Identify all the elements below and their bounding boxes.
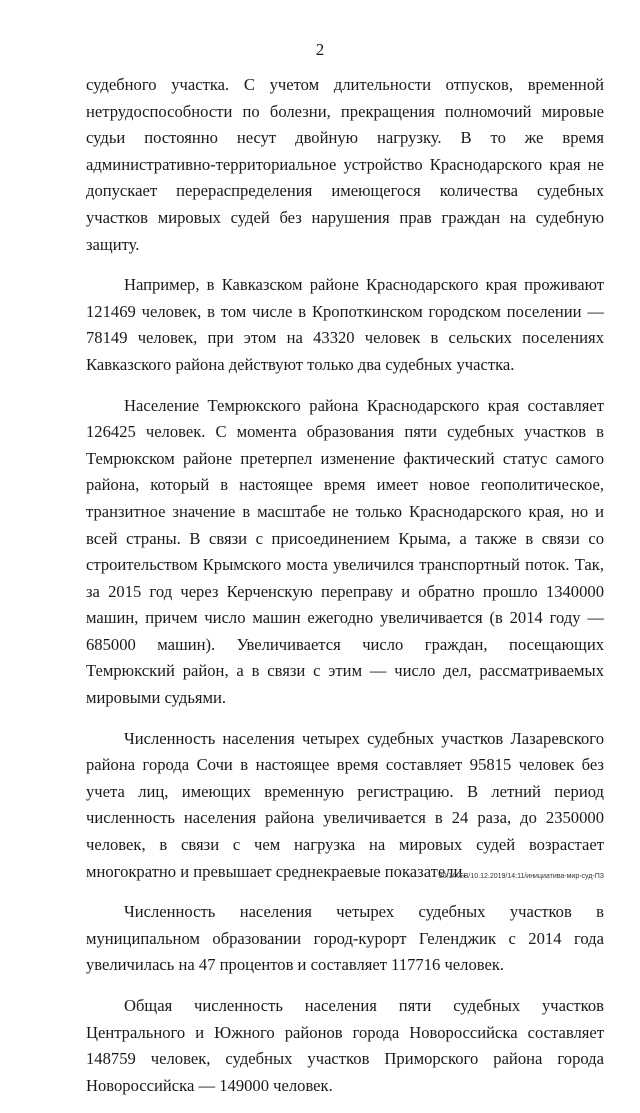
page-number: 2 [315,40,325,59]
paragraph-gelendzhik: Численность населения четырех судебных участков в муниципальном образовании город-курорт Геленджик с 2014 года увеличилась на 47 процентов и составляет 117716 человек. [86,902,604,975]
paragraph-continuation: судебного участка. С учетом длительности отпусков, временной нетрудоспособности по болезни, прекращения полномочий мировые судьи постоянно несут двойную нагрузку. В то же время административно-территориальное устройство Краснодарского края не допускает перераспределения имеющегося количества судебных участков мировых судей без нарушения прав граждан на судебную защиту. [86,75,604,254]
paragraph-kavkazsky-district: Например, в Кавказском районе Краснодарского края проживают 121469 человек, в том числе в Кропоткинском городском поселении — 78149 человек, при этом на 43320 человек в сельских поселениях Кавказского района действуют только два судебных участка. [86,275,604,374]
paragraph-novorossiysk: Общая численность населения пяти судебных участков Центрального и Южного районов города Новороссийска составляет 148759 человек, судебных участков Приморского района города Новороссийска — 149000 человек. [86,996,604,1095]
paragraph-temryuk-district: Население Темрюкского района Краснодарского края составляет 126425 человек. С момента образования пяти судебных участков в Темрюкском районе претерпел изменение фактический статус самого района, который в настоящее время имеет новое геополитическое, транзитное значение в масштабе не только Краснодарского края, но и всей страны. В связи с присоединением Крыма, а также в связи со строительством Крымского моста увеличился транспортный поток. Так, за 2015 год через Керченскую переправу и обратно прошло 1340000 машин, причем число машин ежегодно увеличивается (в 2014 году — 685000 машин). Увеличивается число граждан, посещающих Темрюкский район, а в связи с этим — число дел, рассматриваемых мировыми судьями. [86,395,604,708]
paragraph-lazarevsky-district: Численность населения четырех судебных участков Лазаревского района города Сочи в настоящее время составляет 95815 человек без учета лиц, имеющих временную регистрацию. В летний период численность населения района увеличивается в 24 раза, до 2350000 человек, в связи с чем нагрузка на мировых судей возрастает многократно и превышает среднекраевые показатели. [86,728,604,881]
document-footer-id: 20.3/ХЕВ/10.12.2019/14:11/инициатива-мир-суд-ПЗ [438,873,604,880]
document-body [86,72,604,1113]
